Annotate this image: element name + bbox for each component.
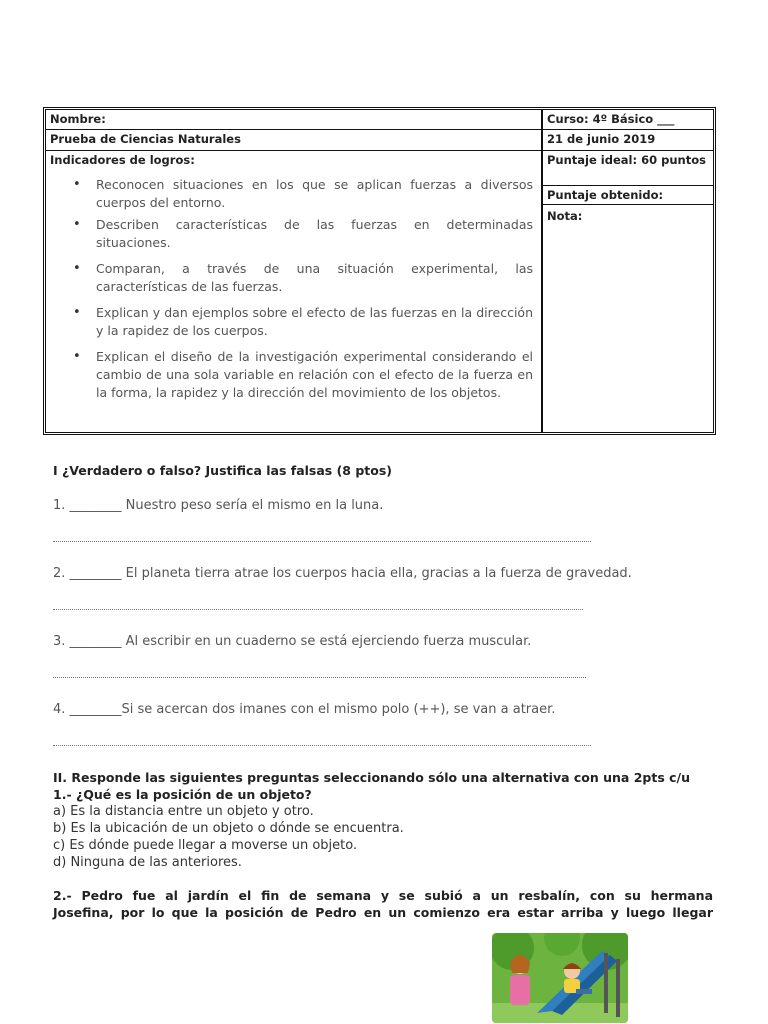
- nombre-label: Nombre:: [46, 110, 541, 130]
- question-2-line-1: 2.- Pedro fue al jardín el fin de semana y se subió a un resbalín, con su hermana: [53, 888, 713, 903]
- nota-label: Nota:: [547, 209, 583, 223]
- tf-item-3: 3. ________ Al escribir en un cuaderno se está ejerciendo fuerza muscular.: [53, 634, 532, 649]
- test-title: Prueba de Ciencias Naturales: [46, 130, 541, 151]
- indicador-item: • Explican el diseño de la investigación experimental considerando el cambio de una sola variable en relación con el efecto de la fuerza en la forma, la rapidez y la dirección del movimiento de los objetos.: [71, 348, 533, 402]
- indicador-item: • Comparan, a través de una situación experimental, las características de las fuerzas.: [71, 260, 533, 296]
- indicadores-list: [71, 176, 533, 406]
- q1-option-c[interactable]: c) Es dónde puede llegar a moverse un objeto.: [53, 838, 358, 853]
- indicador-item: • Describen características de las fuerzas en determinadas situaciones.: [71, 216, 533, 252]
- answer-line-3[interactable]: [53, 677, 586, 678]
- answer-line-4[interactable]: [53, 745, 591, 746]
- fecha-label: 21 de junio 2019: [543, 130, 713, 151]
- tf-item-1: 1. ________ Nuestro peso sería el mismo en la luna.: [53, 498, 384, 513]
- q1-option-b[interactable]: b) Es la ubicación de un objeto o dónde se encuentra.: [53, 821, 404, 836]
- section1-title: I ¿Verdadero o falso? Justifica las falsas (8 ptos): [53, 463, 393, 478]
- question-2-line-2: Josefina, por lo que la posición de Pedro en un comienzo era estar arriba y luego llegar: [53, 905, 713, 920]
- indicador-item: • Reconocen situaciones en los que se aplican fuerzas a diversos cuerpos del entorno.: [71, 176, 533, 212]
- q1-option-a[interactable]: a) Es la distancia entre un objeto y otro.: [53, 804, 314, 819]
- slide-illustration: [492, 933, 628, 1023]
- answer-line-1[interactable]: [53, 541, 591, 542]
- header-right-column: [543, 110, 713, 432]
- q1-option-d[interactable]: d) Ninguna de las anteriores.: [53, 855, 242, 870]
- header-table: [43, 107, 716, 435]
- header-left-column: [46, 110, 543, 432]
- puntaje-obtenido-label: Puntaje obtenido:: [543, 186, 713, 205]
- indicador-item: • Explican y dan ejemplos sobre el efecto de las fuerzas en la dirección y la rapidez de los cuerpos.: [71, 304, 533, 340]
- answer-line-2[interactable]: [53, 609, 583, 610]
- indicadores-label: Indicadores de logros:: [50, 153, 195, 167]
- section2-title: II. Responde las siguientes preguntas seleccionando sólo una alternativa con una 2pts c/u: [53, 770, 690, 785]
- tf-item-2: 2. ________ El planeta tierra atrae los cuerpos hacia ella, gracias a la fuerza de gravedad.: [53, 566, 632, 581]
- question-1: 1.- ¿Qué es la posición de un objeto?: [53, 787, 312, 802]
- tf-item-4: 4. ________Si se acercan dos imanes con el mismo polo (++), se van a atraer.: [53, 702, 556, 717]
- curso-label: Curso: 4º Básico ___: [543, 110, 713, 130]
- puntaje-ideal-label: Puntaje ideal: 60 puntos: [543, 151, 713, 186]
